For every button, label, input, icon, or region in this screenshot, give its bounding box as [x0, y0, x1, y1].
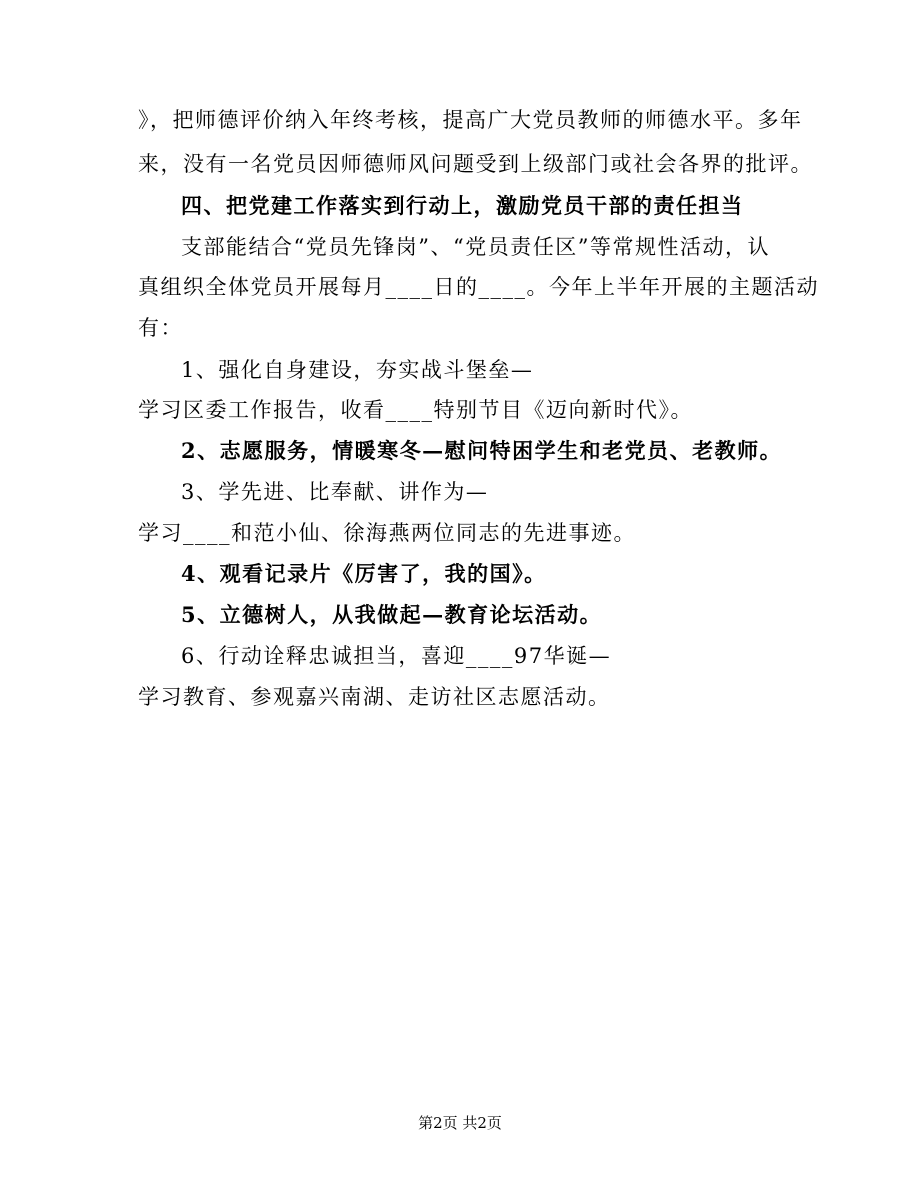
- section-heading: 四、把党建工作落实到行动上，激励党员干部的责任担当: [181, 193, 744, 218]
- list-item: 3、学先进、比奉献、讲作为—: [181, 480, 489, 504]
- paragraph-line: 来，没有一名党员因师德师风问题受到上级部门或社会各界的批评。: [138, 152, 813, 176]
- list-item: 6、行动诠释忠诚担当，喜迎____97华诞—: [181, 644, 612, 668]
- list-item: 2、志愿服务，情暖寒冬—慰问特困学生和老党员、老教师。: [181, 438, 783, 463]
- paragraph-line: 》，把师德评价纳入年终考核，提高广大党员教师的师德水平。多年: [138, 108, 803, 132]
- list-item: 1、强化自身建设，夯实战斗堡垒—: [181, 358, 534, 382]
- list-item: 5、立德树人，从我做起—教育论坛活动。: [181, 602, 603, 627]
- paragraph-line: 真组织全体党员开展每月____日的____。今年上半年开展的主题活动: [138, 275, 819, 299]
- paragraph-line: 支部能结合“党员先锋岗”、“党员责任区”等常规性活动，认: [181, 235, 770, 259]
- list-item-continuation: 学习____和范小仙、徐海燕两位同志的先进事迹。: [138, 521, 636, 545]
- list-item: 4、观看记录片《厉害了，我的国》。: [181, 561, 547, 586]
- list-item-continuation: 学习教育、参观嘉兴南湖、走访社区志愿活动。: [138, 685, 611, 709]
- paragraph-line: 有：: [138, 316, 183, 340]
- list-item-continuation: 学习区委工作报告，收看____特别节目《迈向新时代》。: [138, 398, 693, 422]
- page-footer: 第2页 共2页: [418, 1114, 502, 1132]
